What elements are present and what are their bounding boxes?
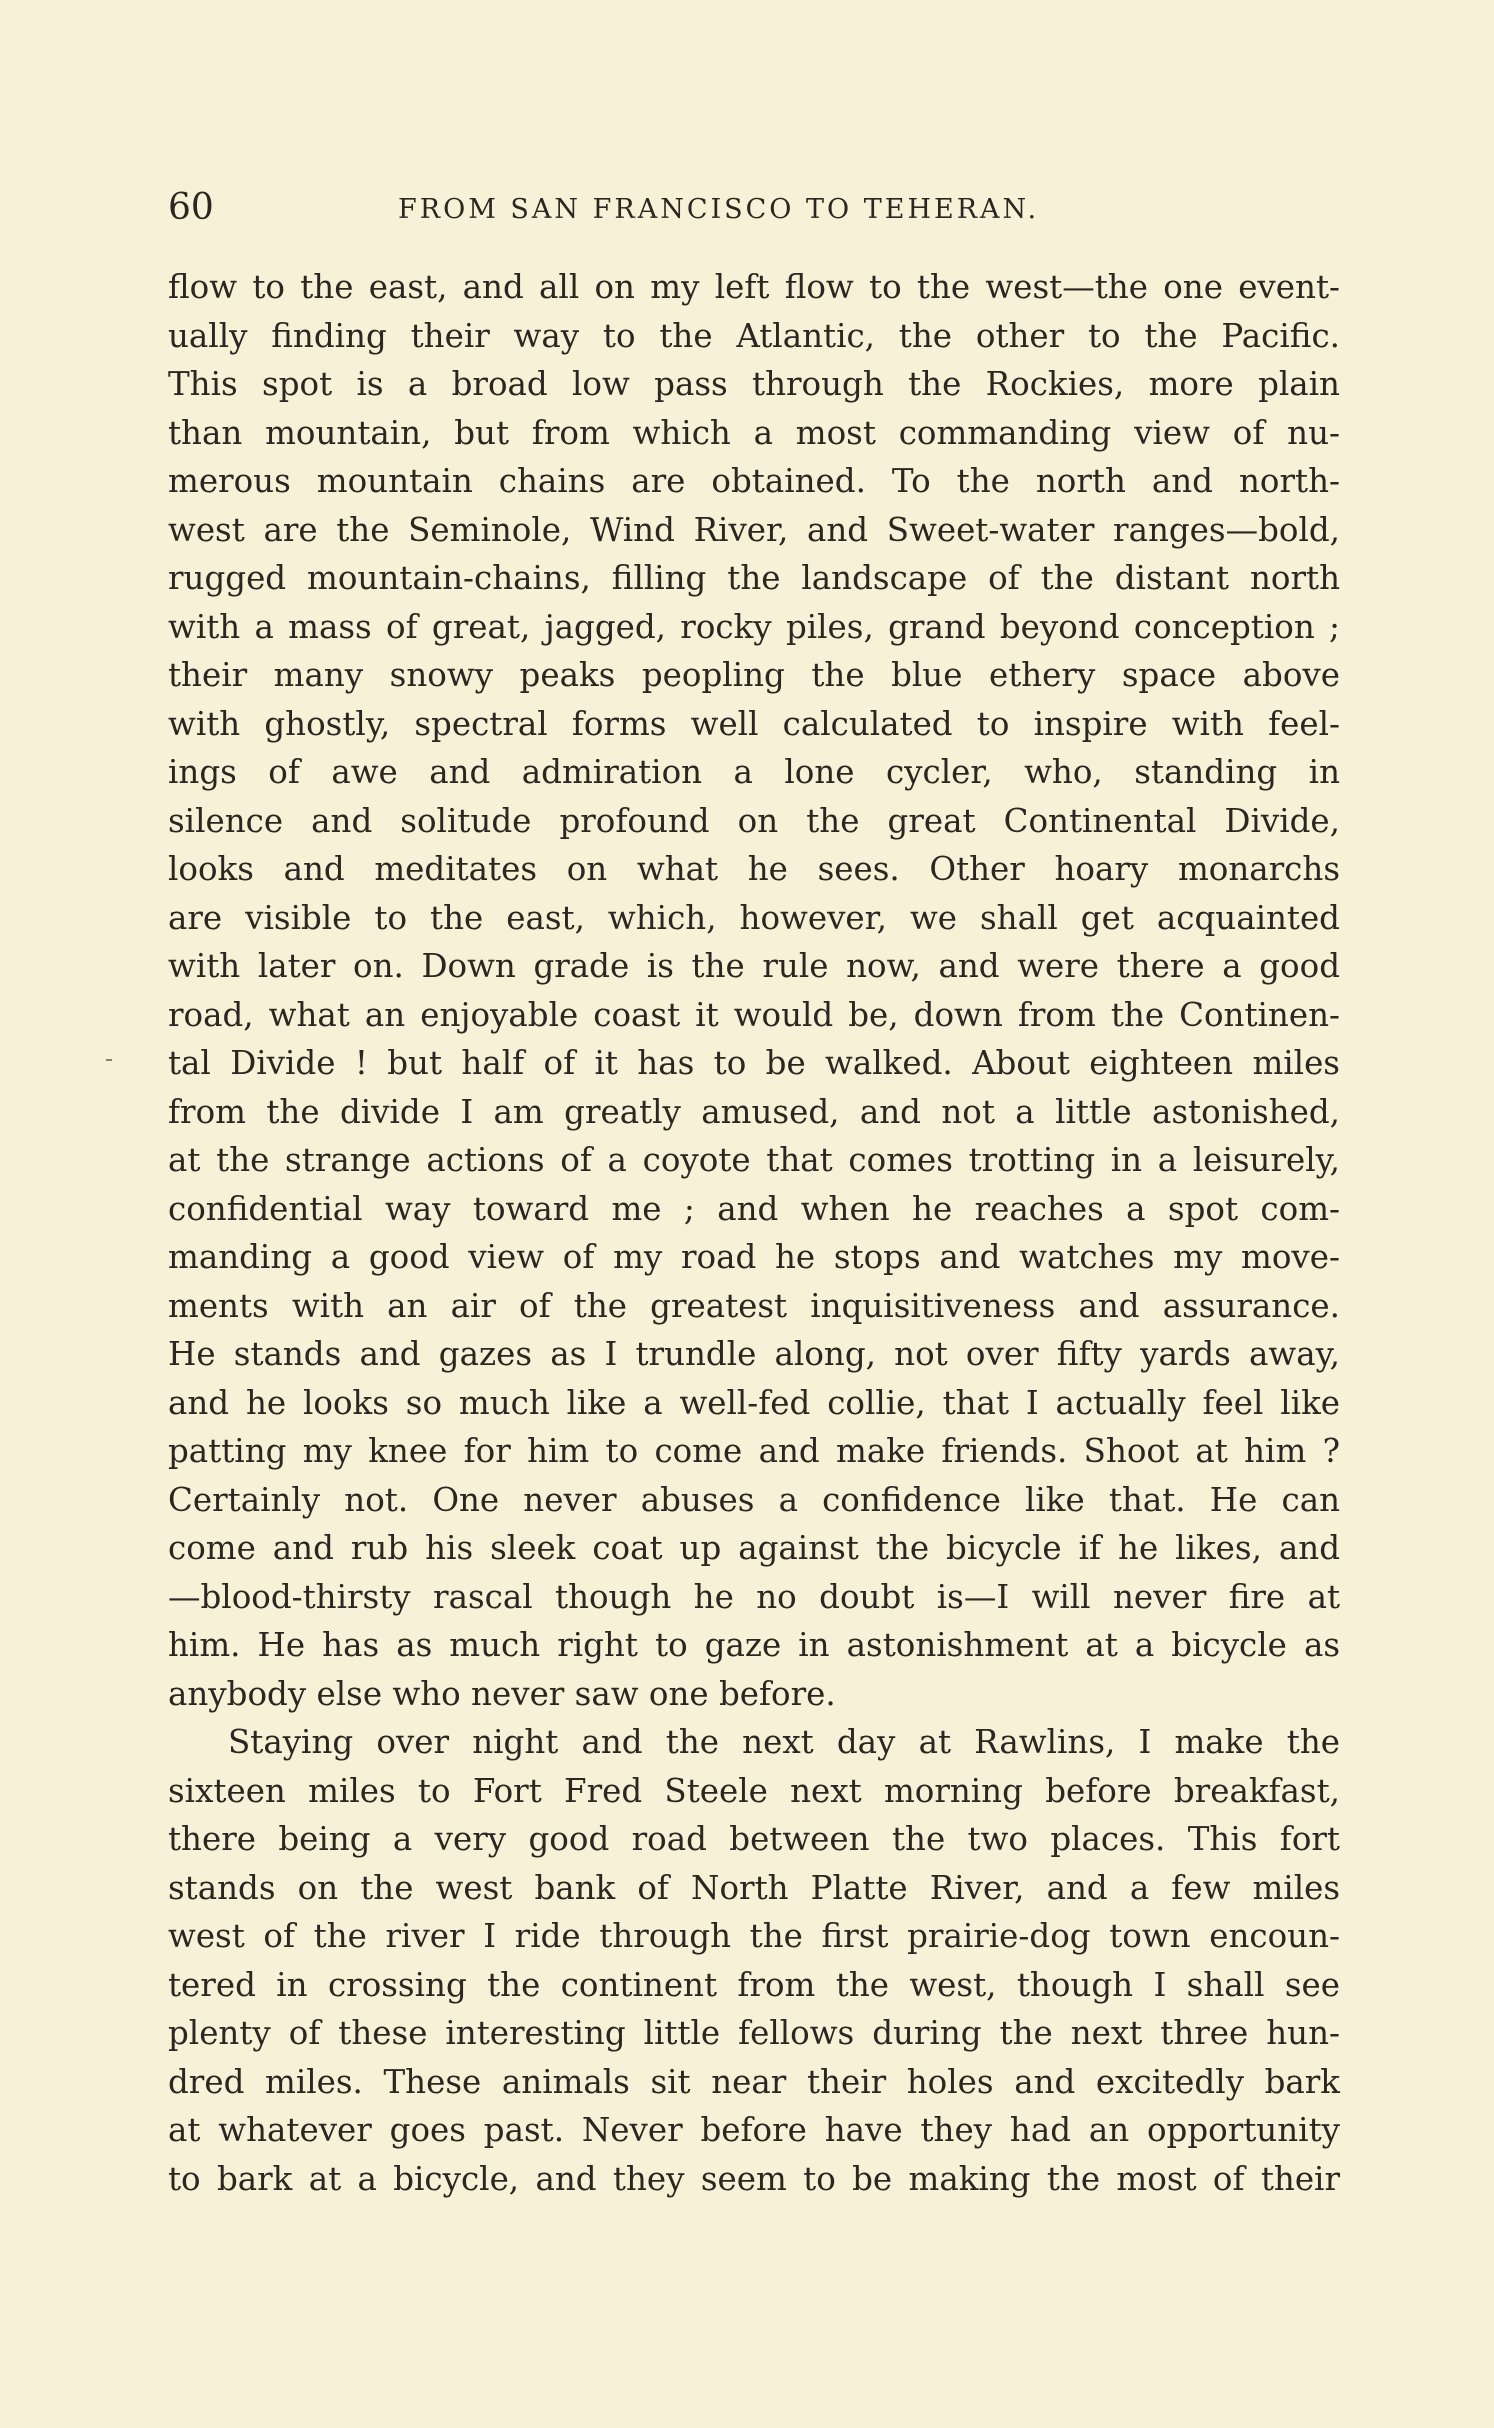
text-line: —blood-thirsty rascal though he no doubt is—I will never fire at (168, 1577, 1340, 1616)
text-line: him. He has as much right to gaze in astonishment at a bicycle as (168, 1626, 1340, 1664)
text-line: are visible to the east, which, however, we shall get acquainted (168, 898, 1340, 937)
text-line: rugged mountain-chains, filling the landscape of the distant north (168, 559, 1340, 597)
text-line: tered in crossing the continent from the west, though I shall see (168, 1965, 1340, 2004)
text-line: to bark at a bicycle, and they seem to be making the most of their (168, 2159, 1340, 2198)
page-number: 60 (168, 187, 214, 228)
text-line: ually finding their way to the Atlantic, the other to the Pacific. (168, 316, 1340, 355)
text-line: west are the Seminole, Wind River, and Sweet-water ranges—bold, (168, 510, 1340, 549)
text-line: with a mass of great, jagged, rocky piles, grand beyond conception ; (168, 607, 1340, 646)
text-line: than mountain, but from which a most commanding view of nu- (168, 413, 1340, 452)
text-line: ings of awe and admiration a lone cycler, who, standing in (168, 753, 1340, 791)
running-head (168, 183, 1340, 233)
text-line: confidential way toward me ; and when he reaches a spot com- (168, 1189, 1340, 1228)
text-line: and he looks so much like a well-fed collie, that I actually feel like (168, 1383, 1340, 1422)
text-line: sixteen miles to Fort Fred Steele next morning before breakfast, (168, 1771, 1340, 1810)
text-line: ments with an air of the greatest inquisitiveness and assurance. (168, 1286, 1340, 1325)
text-line: their many snowy peaks peopling the blue ethery space above (168, 656, 1340, 694)
text-line: plenty of these interesting little fellows during the next three hun- (168, 2014, 1340, 2052)
text-line: come and rub his sleek coat up against the bicycle if he likes, and (168, 1529, 1340, 1567)
text-line: tal Divide ! but half of it has to be walked. About eighteen miles (168, 1044, 1340, 1082)
text-line: manding a good view of my road he stops and watches my move- (168, 1238, 1340, 1276)
running-title: FROM SAN FRANCISCO TO TEHERAN. (398, 194, 1040, 225)
text-line: He stands and gazes as I trundle along, not over fifty yards away, (168, 1335, 1340, 1373)
text-line: stands on the west bank of North Platte River, and a few miles (168, 1868, 1340, 1907)
text-line: west of the river I ride through the first prairie-dog town encoun- (168, 1917, 1340, 1955)
text-line: flow to the east, and all on my left flow to the west—the one event- (168, 268, 1340, 306)
text-line: with later on. Down grade is the rule now, and were there a good (168, 947, 1340, 985)
text-line: patting my knee for him to come and make friends. Shoot at him ? (168, 1432, 1340, 1470)
paragraph-end-line: anybody else who never saw one before. (168, 1674, 836, 1713)
text-line: at the strange actions of a coyote that comes trotting in a leisurely, (168, 1141, 1340, 1179)
text-line: road, what an enjoyable coast it would be, down from the Continen- (168, 995, 1340, 1034)
text-line: from the divide I am greatly amused, and not a little astonished, (168, 1092, 1340, 1131)
text-line: looks and meditates on what he sees. Other hoary monarchs (168, 850, 1340, 888)
text-line: This spot is a broad low pass through the Rockies, more plain (168, 365, 1340, 403)
text-line: Certainly not. One never abuses a confidence like that. He can (168, 1480, 1340, 1519)
text-line: merous mountain chains are obtained. To the north and north- (168, 462, 1340, 500)
paragraph-start-line: Staying over night and the next day at Rawlins, I make the (228, 1723, 1340, 1761)
body-text (168, 263, 1340, 2203)
margin-mark (106, 1059, 112, 1061)
text-line: dred miles. These animals sit near their holes and excitedly bark (168, 2062, 1340, 2101)
text-line: with ghostly, spectral forms well calculated to inspire with feel- (168, 704, 1340, 743)
text-line: there being a very good road between the two places. This fort (168, 1820, 1340, 1858)
text-line: at whatever goes past. Never before have they had an opportunity (168, 2111, 1340, 2149)
text-line: silence and solitude profound on the great Continental Divide, (168, 801, 1340, 840)
